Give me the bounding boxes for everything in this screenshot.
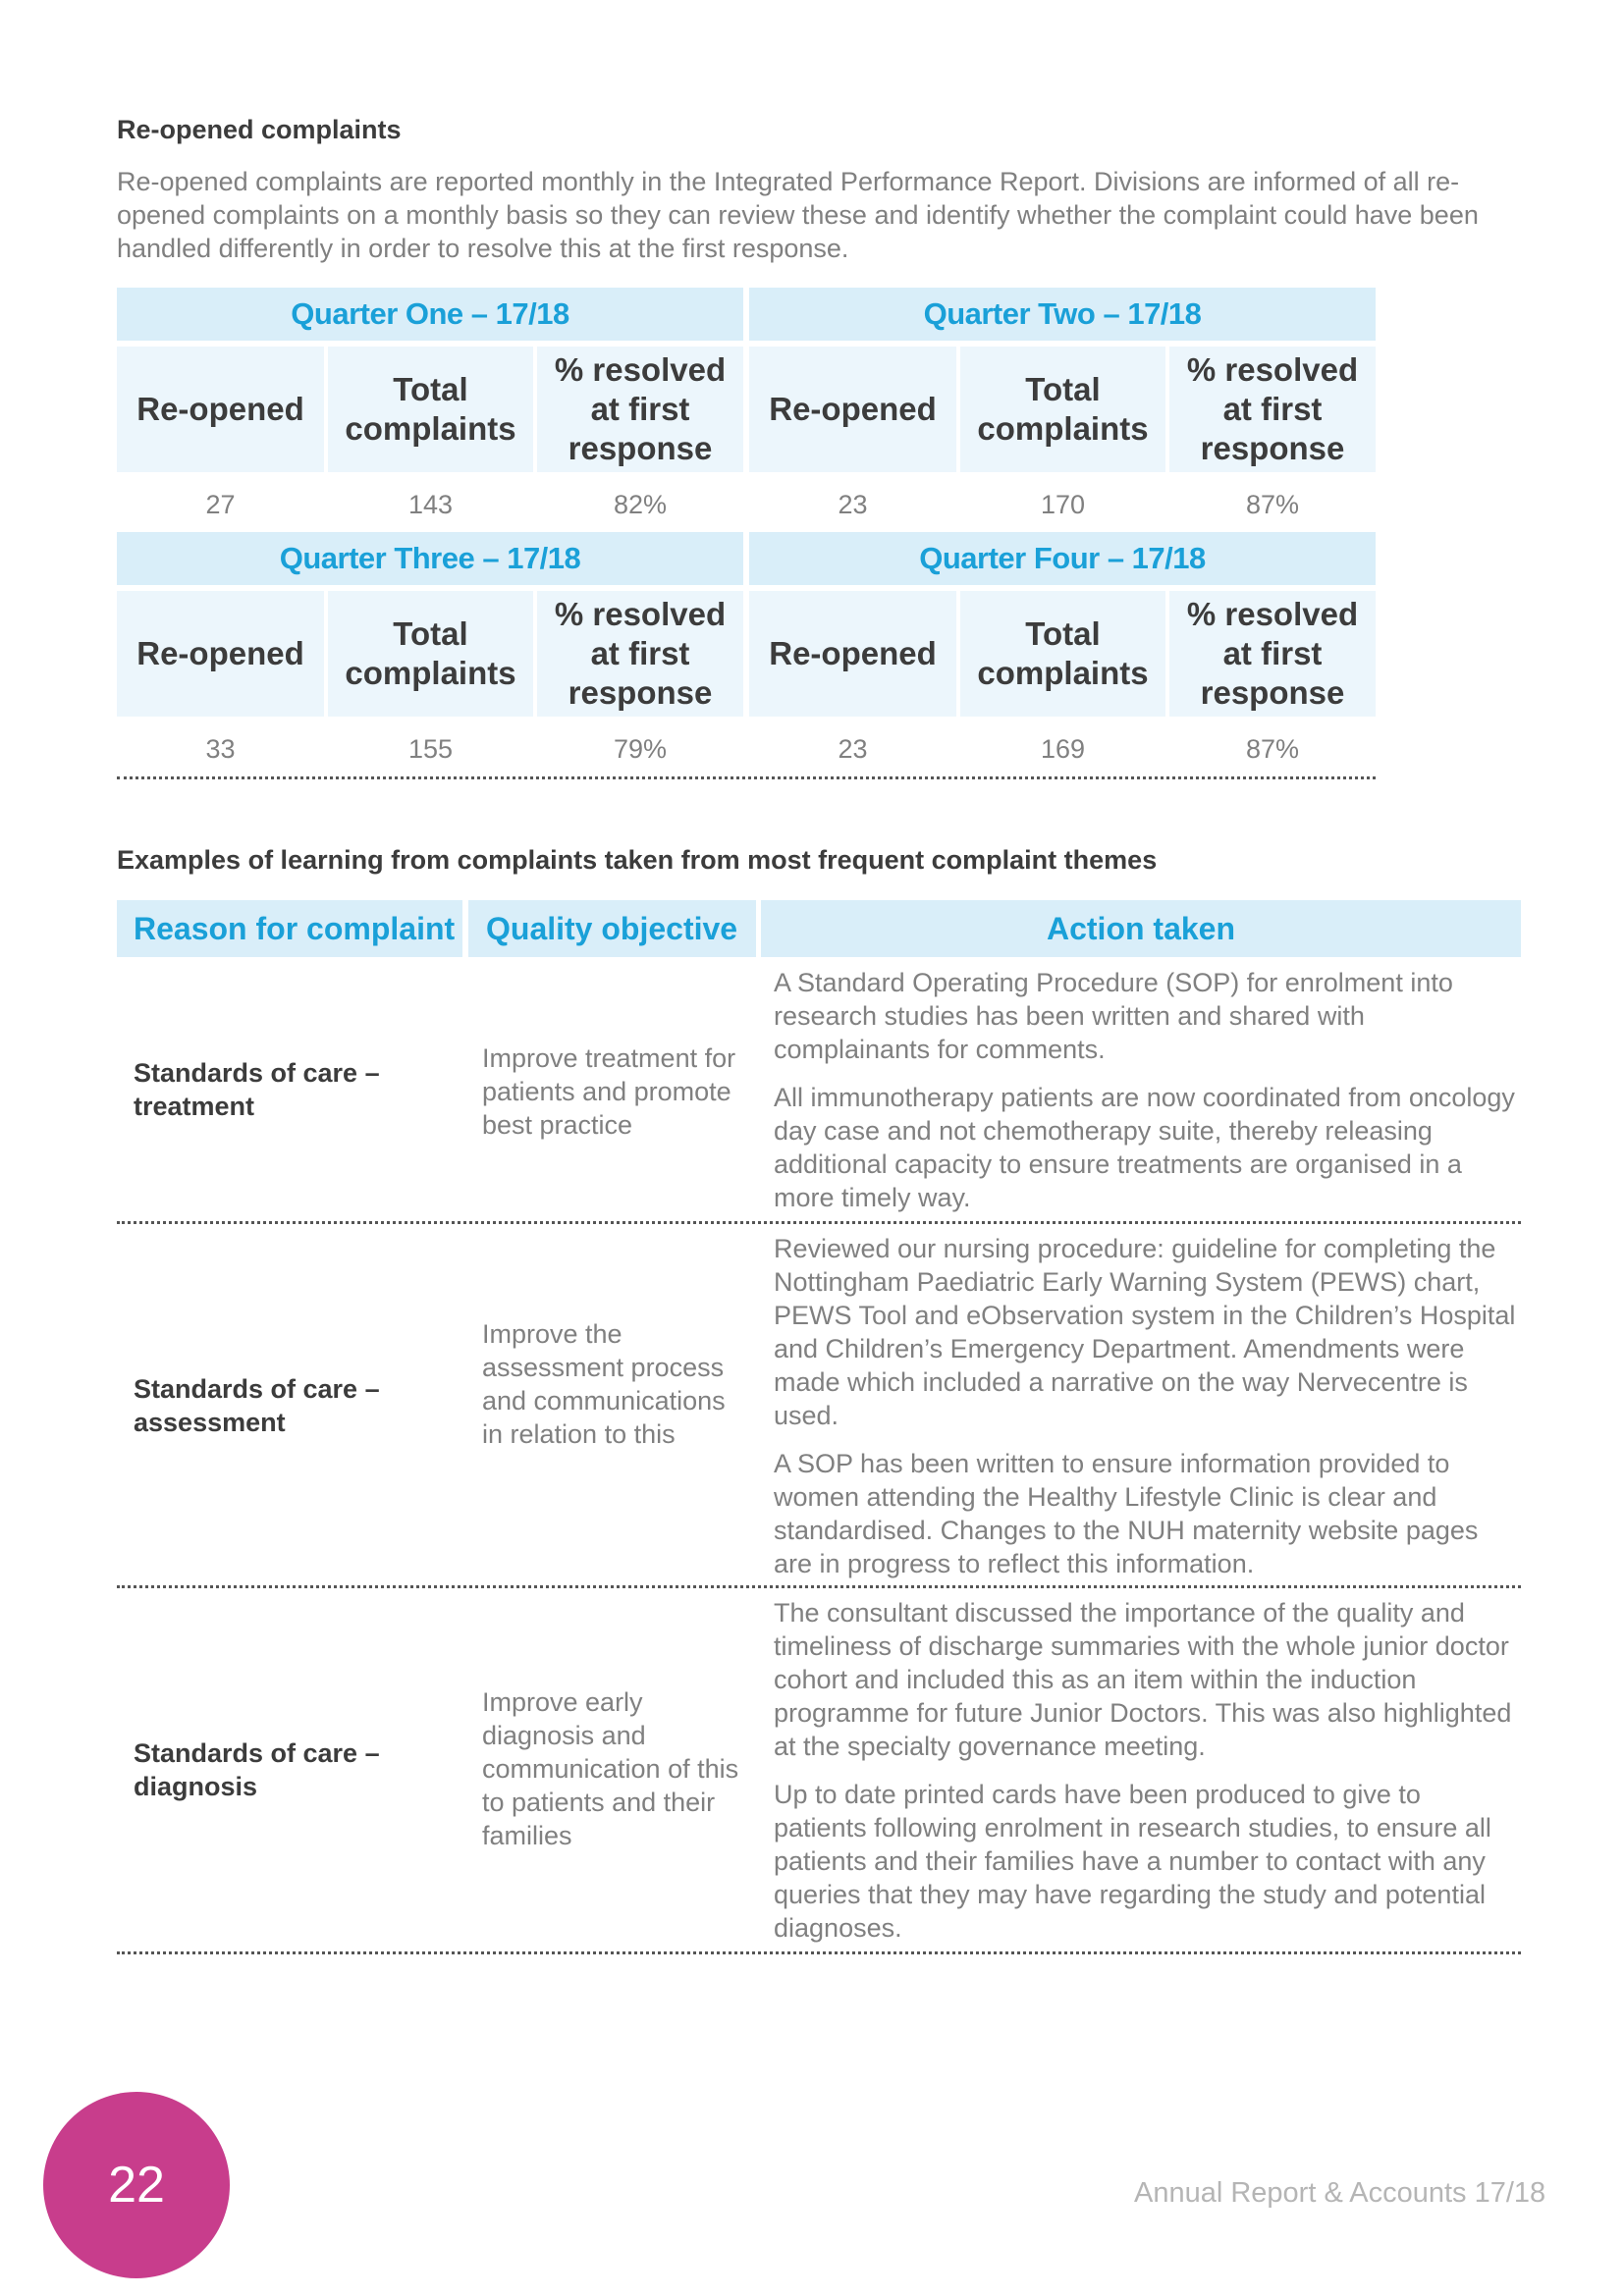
q3-total-value: 155	[407, 734, 454, 764]
section-heading-learning: Examples of learning from complaints taken from most frequent complaint themes	[117, 845, 1158, 875]
header-action: Action taken	[761, 900, 1521, 957]
q2-col-total: Total complaints	[960, 347, 1165, 472]
row-divider	[117, 1585, 1521, 1588]
action-assessment-2: A SOP has been written to ensure information provided to women attending the Healthy Lifestyle Clinic is clear and standardised. Changes to the NUH maternity website pages are in progress to reflect this information.	[774, 1449, 1479, 1578]
objective-assessment: Improve the assessment process and communications in relation to this	[482, 1319, 726, 1449]
quarters-table	[117, 288, 1376, 778]
q4-total-value: 169	[1040, 734, 1086, 764]
q3-col-resolved: % resolved at first response	[537, 591, 743, 717]
quarter-three-header: Quarter Three – 17/18	[117, 532, 743, 585]
q4-reopened-value: 23	[838, 734, 868, 764]
q2-reopened-value: 23	[838, 490, 868, 519]
action-diagnosis-2: Up to date printed cards have been produced to give to patients following enrolment in research studies, to ensure all patients and their families have a number to contact with any queries that they may have regarding the study and potential diagnoses.	[774, 1780, 1491, 1943]
q1-reopened-value: 27	[205, 490, 236, 519]
footer-title: Annual Report & Accounts 17/18	[1134, 2177, 1546, 2209]
q4-col-resolved: % resolved at first response	[1169, 591, 1376, 717]
q4-resolved-value: 87%	[1245, 734, 1300, 764]
header-objective: Quality objective	[468, 900, 756, 957]
q2-col-resolved: % resolved at first response	[1169, 347, 1376, 472]
q1-total-value: 143	[407, 490, 454, 519]
reason-treatment: Standards of care – treatment	[134, 1058, 380, 1121]
quarters-table-divider	[117, 776, 1376, 779]
objective-treatment: Improve treatment for patients and promote best practice	[482, 1043, 736, 1140]
q4-col-total: Total complaints	[960, 591, 1165, 717]
action-assessment-1: Reviewed our nursing procedure: guideline for completing the Nottingham Paediatric Early Warning System (PEWS) chart, PEWS Tool and eObservation system in the Children’s Hospital and Children’s Emergency Department. Amendments were made which included a narrative on the way Nervecentre is used.	[774, 1234, 1516, 1430]
row-divider	[117, 1221, 1521, 1224]
q1-col-total: Total complaints	[328, 347, 533, 472]
page-number: 22	[43, 2092, 230, 2278]
objective-diagnosis: Improve early diagnosis and communication of this to patients and their families	[482, 1687, 739, 1850]
action-treatment	[774, 966, 1520, 1229]
q1-col-resolved: % resolved at first response	[537, 347, 743, 472]
quarter-two-header: Quarter Two – 17/18	[749, 288, 1376, 341]
q1-resolved-value: 82%	[613, 490, 668, 519]
q2-total-value: 170	[1040, 490, 1086, 519]
reason-diagnosis: Standards of care – diagnosis	[134, 1738, 380, 1801]
q2-resolved-value: 87%	[1245, 490, 1300, 519]
q3-resolved-value: 79%	[613, 734, 668, 764]
action-treatment-2: All immunotherapy patients are now coordinated from oncology day case and not chemotherapy suite, thereby releasing additional capacity to ensure treatments are organised in a more timely way.	[774, 1083, 1515, 1212]
quarter-four-header: Quarter Four – 17/18	[749, 532, 1376, 585]
row-divider	[117, 1951, 1521, 1954]
intro-paragraph: Re-opened complaints are reported monthly in the Integrated Performance Report. Divisions are informed of all re-opened complaints on a monthly basis so they can review these and identify whether the complaint could have been handled differently in order to resolve this at the first response.	[117, 167, 1479, 263]
q4-col-reopened: Re-opened	[749, 591, 956, 717]
q2-col-reopened: Re-opened	[749, 347, 956, 472]
action-treatment-1: A Standard Operating Procedure (SOP) for enrolment into research studies has been written and shared with complainants for comments.	[774, 968, 1453, 1064]
q3-reopened-value: 33	[205, 734, 236, 764]
q3-col-total: Total complaints	[328, 591, 533, 717]
q3-col-reopened: Re-opened	[117, 591, 324, 717]
header-reason: Reason for complaint	[117, 900, 462, 957]
quarter-one-header: Quarter One – 17/18	[117, 288, 743, 341]
action-diagnosis-1: The consultant discussed the importance of the quality and timeliness of discharge summaries with the whole junior doctor cohort and included this as an item within the induction programme for future Junior Doctors. This was also highlighted at the specialty governance meeting.	[774, 1598, 1512, 1761]
action-diagnosis	[774, 1596, 1520, 1959]
section-heading-reopened: Re-opened complaints	[117, 115, 402, 144]
q1-col-reopened: Re-opened	[117, 347, 324, 472]
reason-assessment: Standards of care – assessment	[134, 1374, 380, 1437]
action-assessment	[774, 1232, 1520, 1595]
